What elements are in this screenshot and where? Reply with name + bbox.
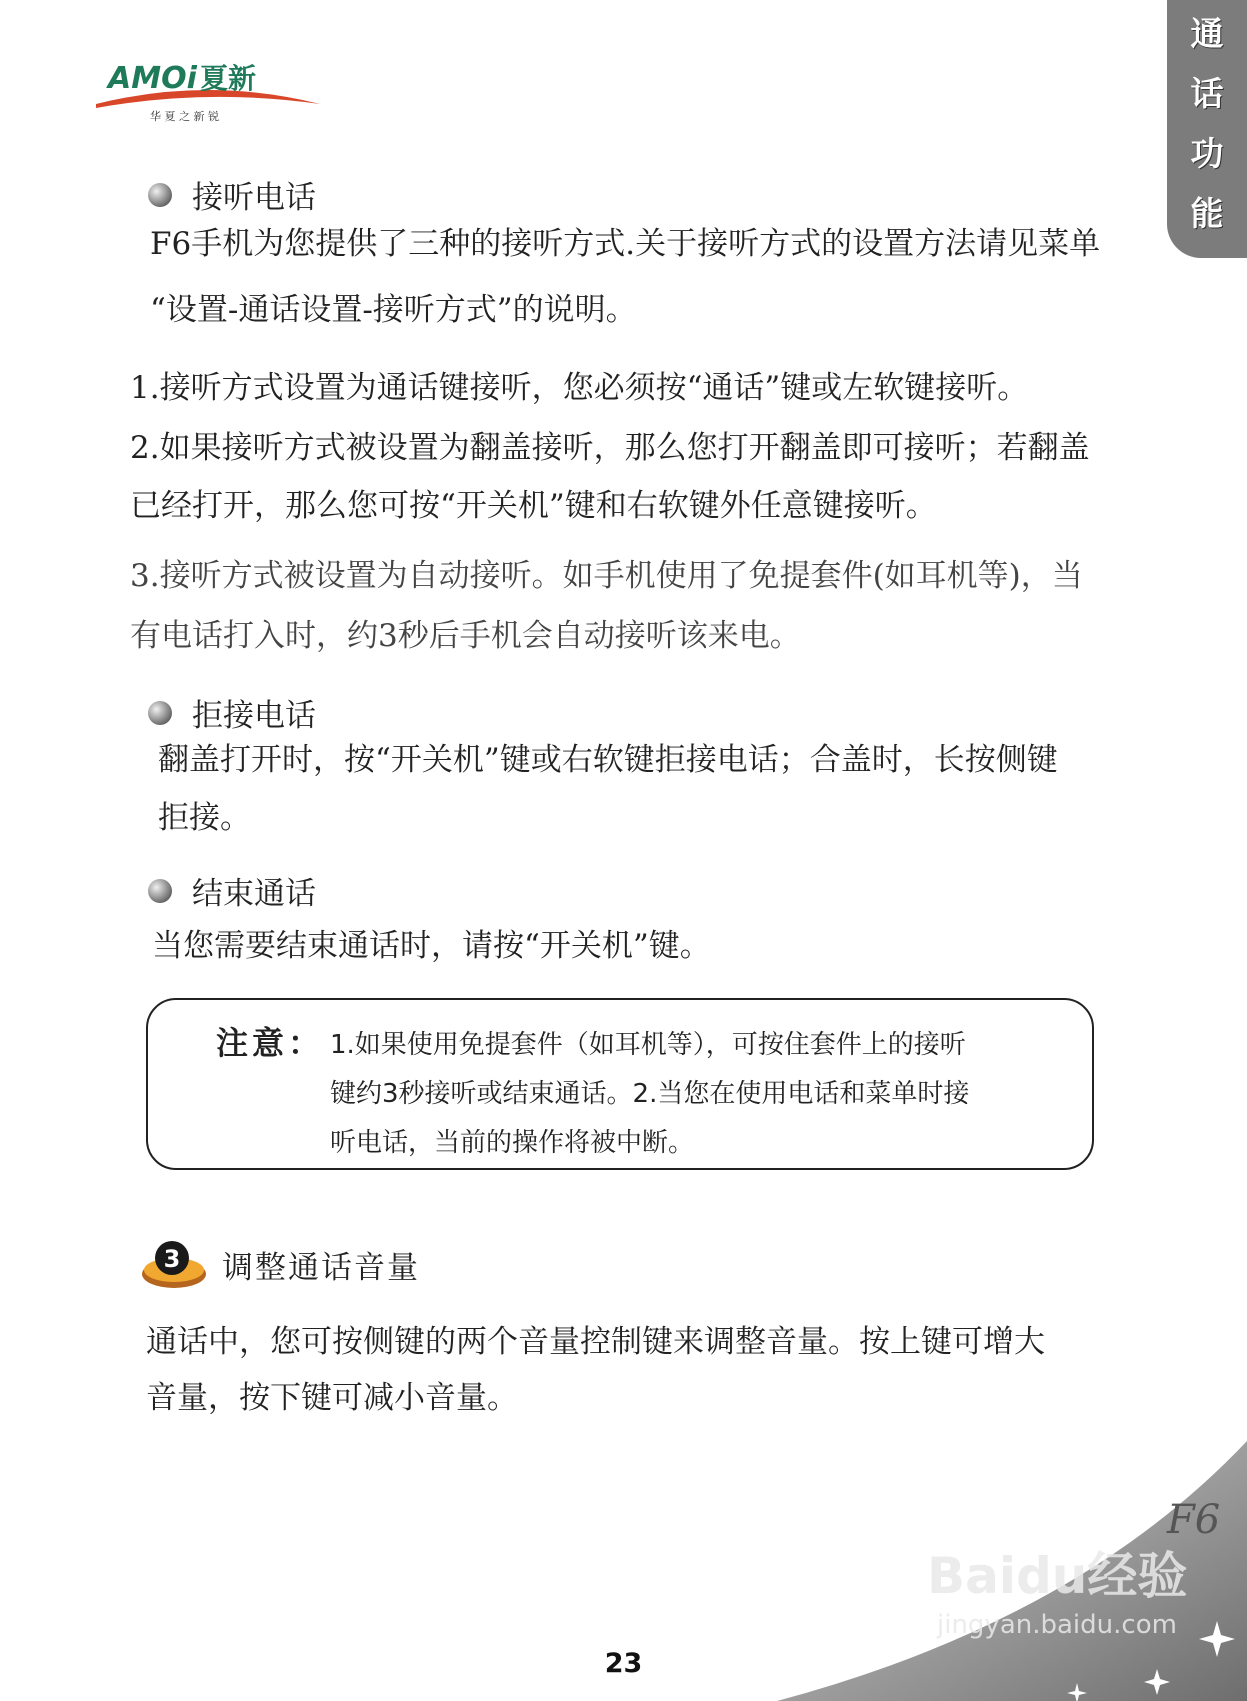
logo-slogan: 华 夏 之 新 锐 — [150, 110, 219, 123]
note-line1: 1.如果使用免提套件（如耳机等），可按住套件上的接听 — [330, 1030, 966, 1060]
answer-item2-line2: 已经打开，那么您可按“开关机”键和右软键外任意键接听。 — [130, 488, 937, 524]
answer-call-heading — [148, 172, 316, 217]
watermark-url: jingyan.baidu.com — [937, 1610, 1177, 1640]
reject-line2: 拒接。 — [158, 800, 251, 836]
amoi-logo — [88, 46, 328, 126]
answer-item3-line2: 有电话打入时，约3秒后手机会自动接听该来电。 — [130, 618, 801, 654]
side-tab-char: 话 — [1190, 74, 1224, 113]
answer-item1: 1.接听方式设置为通话键接听，您必须按“通话”键或左软键接听。 — [130, 370, 1029, 406]
answer-item2-line1: 2.如果接听方式被设置为翻盖接听，那么您打开翻盖即可接听；若翻盖 — [130, 430, 1090, 466]
note-line3: 听电话，当前的操作将被中断。 — [330, 1128, 695, 1158]
end-call-heading — [148, 868, 316, 913]
section-number-icon — [140, 1236, 208, 1292]
side-tab-char: 功 — [1190, 134, 1224, 173]
reject-line1: 翻盖打开时，按“开关机”键或右软键拒接电话；合盖时，长按侧键 — [158, 742, 1058, 778]
volume-heading: 调整通话音量 — [222, 1250, 420, 1286]
side-tab-char: 能 — [1190, 194, 1224, 233]
answer-item3-line1: 3.接听方式被设置为自动接听。如手机使用了免提套件(如耳机等)，当 — [130, 558, 1083, 594]
answer-intro-line1: F6手机为您提供了三种的接听方式.关于接听方式的设置方法请见菜单 — [150, 226, 1101, 262]
bullet-icon — [148, 879, 172, 903]
logo-text: AMOi — [108, 61, 197, 96]
note-box — [146, 998, 1094, 1170]
note-label: 注意： — [216, 1024, 325, 1062]
side-tab-char: 通 — [1190, 14, 1224, 53]
reject-call-heading-text: 拒接电话 — [192, 698, 316, 734]
section-number: 3 — [163, 1245, 181, 1273]
logo-chinese: 夏新 — [200, 62, 257, 95]
bullet-icon — [148, 183, 172, 207]
note-line2: 键约3秒接听或结束通话。2.当您在使用电话和菜单时接 — [330, 1079, 970, 1109]
model-mark: F6 — [1167, 1497, 1221, 1543]
volume-line1: 通话中，您可按侧键的两个音量控制键来调整音量。按上键可增大 — [146, 1324, 1045, 1360]
end-call-heading-text: 结束通话 — [192, 876, 316, 912]
page-number: 23 — [604, 1648, 643, 1679]
reject-call-heading — [148, 690, 316, 735]
answer-intro-line2: “设置-通话设置-接听方式”的说明。 — [150, 292, 637, 328]
end-call-line1: 当您需要结束通话时，请按“开关机”键。 — [152, 928, 711, 964]
answer-call-heading-text: 接听电话 — [192, 180, 316, 216]
volume-line2: 音量，按下键可减小音量。 — [146, 1380, 518, 1416]
watermark-brand: Baidu经验 — [927, 1547, 1188, 1605]
bullet-icon — [148, 701, 172, 725]
chapter-side-tab — [1167, 0, 1247, 258]
